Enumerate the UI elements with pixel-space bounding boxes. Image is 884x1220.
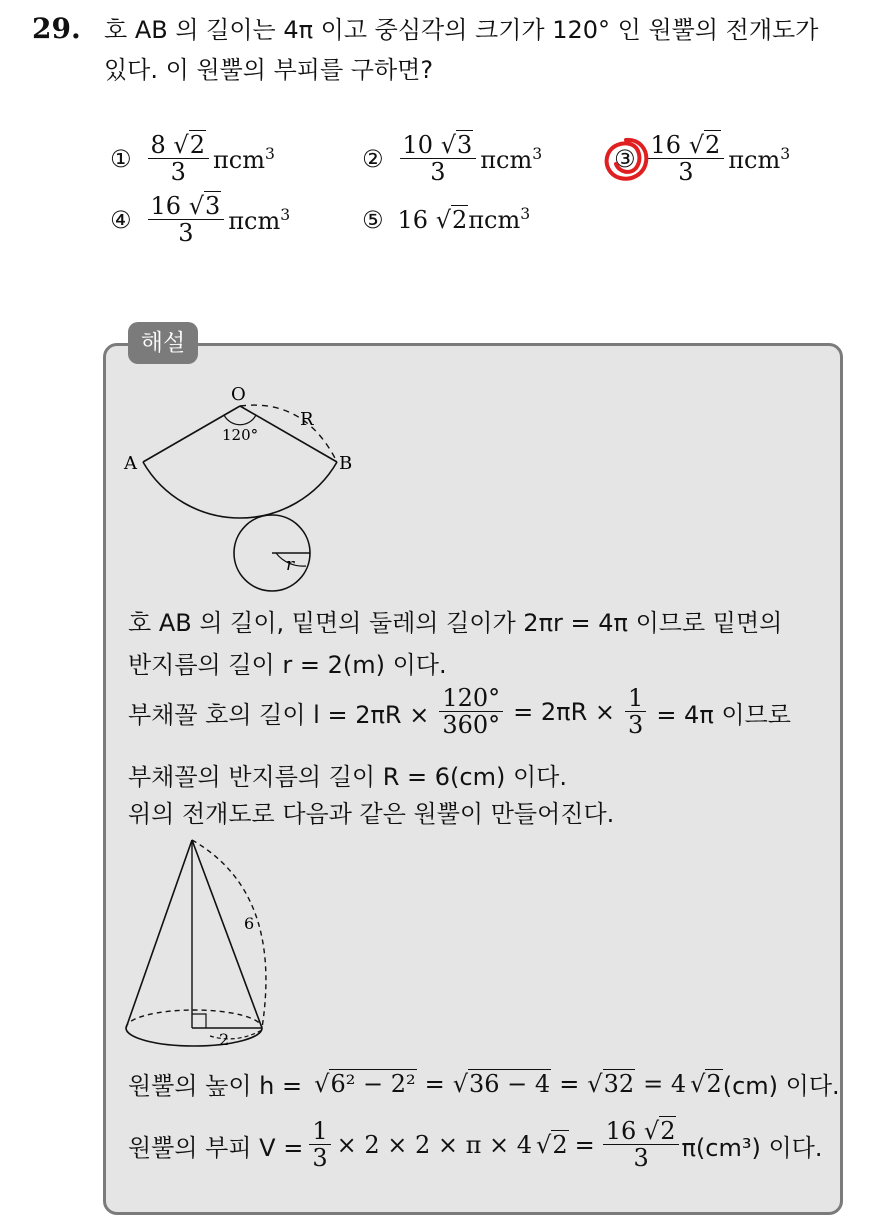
label-r-lower: r: [286, 555, 295, 575]
question-text-line2: 있다. 이 원뿔의 부피를 구하면?: [104, 56, 434, 84]
label-radius: 2: [219, 1030, 230, 1049]
choice-mark: ④: [110, 206, 132, 235]
label-r-upper: R: [300, 409, 314, 430]
label-b: B: [339, 453, 353, 474]
choice-mark: ③: [614, 145, 636, 174]
label-a: A: [124, 453, 137, 474]
solution-line6: 원뿔의 높이 h = √6² − 2² = √36 − 4 = √32 = 4 √2 (cm) 이다.: [128, 1069, 840, 1100]
choice-mark: ②: [362, 145, 384, 174]
solution-line1: 호 AB 의 길이, 밑면의 둘레의 길이가 2πr = 4π 이므로 밑면의: [128, 609, 783, 637]
question-number: 29.: [32, 12, 81, 45]
solution-line2: 반지름의 길이 r = 2(m) 이다.: [128, 651, 447, 679]
solution-line5: 위의 전개도로 다음과 같은 원뿔이 만들어진다.: [128, 800, 615, 828]
solution-tag: 해설: [128, 322, 198, 364]
question-text-line1: 호 AB 의 길이는 4π 이고 중심각의 크기가 120° 인 원뿔의 전개도가: [104, 16, 819, 44]
label-angle: 120°: [222, 426, 259, 444]
choice-2[interactable]: ② $\frac{10 √3}{3}$ πcm$^3$: [362, 131, 543, 187]
label-slant: 6: [244, 914, 255, 933]
choice-1[interactable]: ① $\frac{8 √2}{3}$ πcm$^3$: [110, 131, 275, 187]
choice-mark: ⑤: [362, 205, 384, 234]
answer-circle-mark: [600, 134, 652, 186]
choice-3[interactable]: ③ $\frac{16 √2}{3}$ πcm$^3$: [614, 131, 791, 187]
choice-mark: ①: [110, 145, 132, 174]
label-o: O: [231, 384, 246, 405]
choice-5[interactable]: ⑤ 16 √2πcm$^3$: [362, 205, 531, 234]
choice-4[interactable]: ④ $\frac{16 √3}{3}$ πcm$^3$: [110, 192, 291, 248]
solution-line3: 부채꼴 호의 길이 l = 2πR × $\frac{120^\circ}{360^\circ}$ = 2πR × $\frac{1}{3}$ = 4π 이므로: [128, 684, 791, 740]
net-diagram: [120, 380, 370, 600]
solution-line7: 원뿔의 부피 V = $\frac{1}{3}$ × 2 × 2 × π × 4 √2 = $\frac{16 √2}{3}$ π(cm³) 이다.: [128, 1117, 823, 1173]
solution-line4: 부채꼴의 반지름의 길이 R = 6(cm) 이다.: [128, 763, 567, 791]
cone-diagram: [118, 832, 298, 1052]
